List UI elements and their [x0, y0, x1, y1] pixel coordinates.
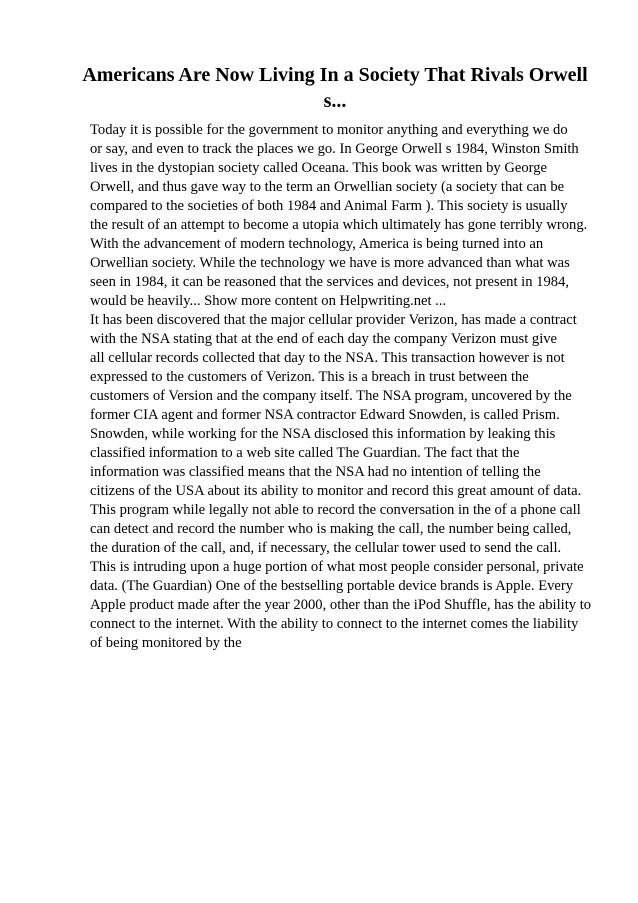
text-line: former CIA agent and former NSA contractor Edward Snowden, is called Prism.	[90, 407, 560, 423]
text-line: Apple product made after the year 2000, other than the iPod Shuffle, has the ability to	[90, 597, 592, 613]
text-line: classified information to a web site called The Guardian. The fact that the	[90, 445, 520, 461]
text-line: seen in 1984, it can be reasoned that the services and devices, not present in 1984,	[90, 274, 570, 290]
text-line: Orwellian society. While the technology we have is more advanced than what was	[90, 255, 570, 271]
title-line: s...	[323, 90, 347, 112]
text-line: It has been discovered that the major cellular provider Verizon, has made a contract	[90, 312, 577, 328]
text-line: compared to the societies of both 1984 and Animal Farm ). This society is usually	[90, 198, 568, 214]
text-line: with the NSA stating that at the end of each day the company Verizon must give	[90, 331, 558, 347]
text-line: customers of Version and the company itself. The NSA program, uncovered by the	[90, 388, 572, 404]
text-line: data. (The Guardian) One of the bestselling portable device brands is Apple. Every	[90, 578, 574, 594]
text-line: This program while legally not able to record the conversation in the of a phone call	[90, 502, 581, 518]
text-line: or say, and even to track the places we go. In George Orwell s 1984, Winston Smith	[90, 141, 579, 157]
body-text	[90, 121, 610, 653]
text-line: lives in the dystopian society called Oceana. This book was written by George	[90, 160, 548, 176]
text-line: This is intruding upon a huge portion of what most people consider personal, private	[90, 559, 584, 575]
text-line: of being monitored by the	[90, 635, 242, 651]
title-line: Americans Are Now Living In a Society That Rivals Orwell	[82, 64, 588, 86]
text-line: expressed to the customers of Verizon. This is a breach in trust between the	[90, 369, 529, 385]
text-line: connect to the internet. With the ability to connect to the internet comes the liability	[90, 616, 579, 632]
text-line: information was classified means that the NSA had no intention of telling the	[90, 464, 541, 480]
page-title	[80, 62, 590, 114]
text-line: would be heavily... Show more content on Helpwriting.net ...	[90, 293, 447, 309]
text-line: Today it is possible for the government to monitor anything and everything we do	[90, 122, 568, 138]
text-line: With the advancement of modern technology, America is being turned into an	[90, 236, 544, 252]
text-line: citizens of the USA about its ability to monitor and record this great amount of data.	[90, 483, 582, 499]
text-line: can detect and record the number who is making the call, the number being called,	[90, 521, 572, 537]
text-line: the duration of the call, and, if necessary, the cellular tower used to send the call.	[90, 540, 562, 556]
text-line: the result of an attempt to become a utopia which ultimately has gone terribly wrong.	[90, 217, 588, 233]
text-line: Snowden, while working for the NSA disclosed this information by leaking this	[90, 426, 556, 442]
text-line: all cellular records collected that day to the NSA. This transaction however is not	[90, 350, 565, 366]
text-line: Orwell, and thus gave way to the term an Orwellian society (a society that can be	[90, 179, 565, 195]
